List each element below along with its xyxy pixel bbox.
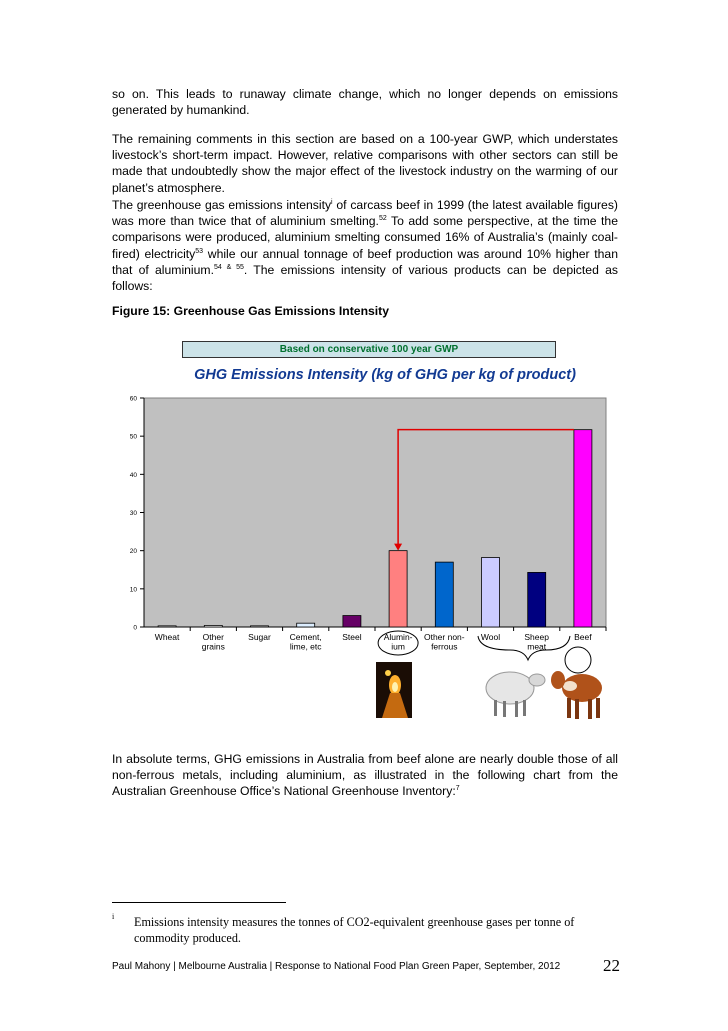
emissions-intensity-chart [112,388,632,728]
bar-5 [343,616,361,627]
footnote-ref-53: 53 [195,247,204,255]
footnote-ref-i: i [331,199,333,206]
bar-9 [528,572,546,627]
x-tick-label: Wool [480,632,501,642]
footnote-ref-54-55: 54 & 55 [213,263,244,271]
bar-3 [251,626,269,627]
paragraph-gwp-comments: The remaining comments in this section are based on a 100-year GWP, which understates livestock’s short-term impact. However, relative comparisons with other sectors can still be made that undoubtedly show the major effect of the livestock industry on the warming of our planet’s atmosphere. [112,132,618,195]
figure-caption: Figure 15: Greenhouse Gas Emissions Intensity [112,304,390,318]
gwp-label-box: Based on conservative 100 year GWP [182,341,556,358]
bar-2 [204,625,222,627]
x-tick-label: Steel [342,632,362,642]
beef-circle [565,647,591,673]
x-tick-label: Sugar [248,632,271,642]
sheep-image [486,672,545,717]
x-tick-label: Alumin-ium [383,632,413,652]
bar-1 [158,626,176,627]
footnote-ref-52: 52 [378,215,387,223]
page-number: 22 [603,956,620,975]
paragraph-runaway-climate: so on. This leads to runaway climate change, which no longer depends on emissions generated by humankind. [112,87,618,118]
x-tick-label: Other grains [201,632,225,652]
y-tick-label: 60 [129,395,137,403]
x-tick-label: Sheep meat [524,632,549,652]
y-tick-label: 50 [129,433,137,441]
paragraph-emissions-intensity: The greenhouse gas emissions intensity$^i$ of carcass beef in 1999 (the latest available figures) was more than twice that of aluminium smelting.$^{52}$ To add some perspective, at the time the comparisons were produced, aluminium smelting consumed 16% of Australia’s (mainly coal-fired) electricity$^{53}$ while our annual tonnage of beef production was around 10% higher than that of aluminium.$^{54 \& 55}$. The emissions intensity of various products can be depicted as follows: [112,198,618,294]
footnote-separator [112,902,286,903]
bar-7 [435,562,453,627]
paragraph-absolute-terms: In absolute terms, GHG emissions in Australia from beef alone are nearly double those of all non-ferrous metals, including aluminium, as illustrated in the following chart from the Australian Greenhouse Office’s National Greenhouse Inventory:$^7$ [112,752,618,799]
bar-10 [574,430,592,627]
footnote-mark: i [112,912,115,921]
footnote-ref-7: 7 [455,785,460,793]
cow-image [551,671,602,719]
x-tick-label: Wheat [154,632,180,642]
footnote-text: Emissions intensity measures the tonnes of CO2-equivalent greenhouse gases per tonne of commodity produced. [134,915,575,945]
y-tick-label: 10 [129,586,137,594]
chart-title: GHG Emissions Intensity (kg of GHG per kg of product) [194,367,576,383]
page-footer: Paul Mahony | Melbourne Australia | Response to National Food Plan Green Paper, September, 2012 [112,961,561,972]
y-tick-label: 40 [129,471,137,479]
y-tick-label: 20 [129,548,137,556]
aluminium-smelting-image [376,662,412,718]
bar-8 [482,558,500,627]
x-tick-label: Beef [574,632,592,642]
bar-6 [389,551,407,627]
y-tick-label: 0 [133,624,137,632]
x-tick-label: Cement, lime, etc [289,632,322,652]
y-tick-label: 30 [129,510,137,517]
bar-4 [297,623,315,627]
x-tick-label: Other non-ferrous [423,632,465,652]
